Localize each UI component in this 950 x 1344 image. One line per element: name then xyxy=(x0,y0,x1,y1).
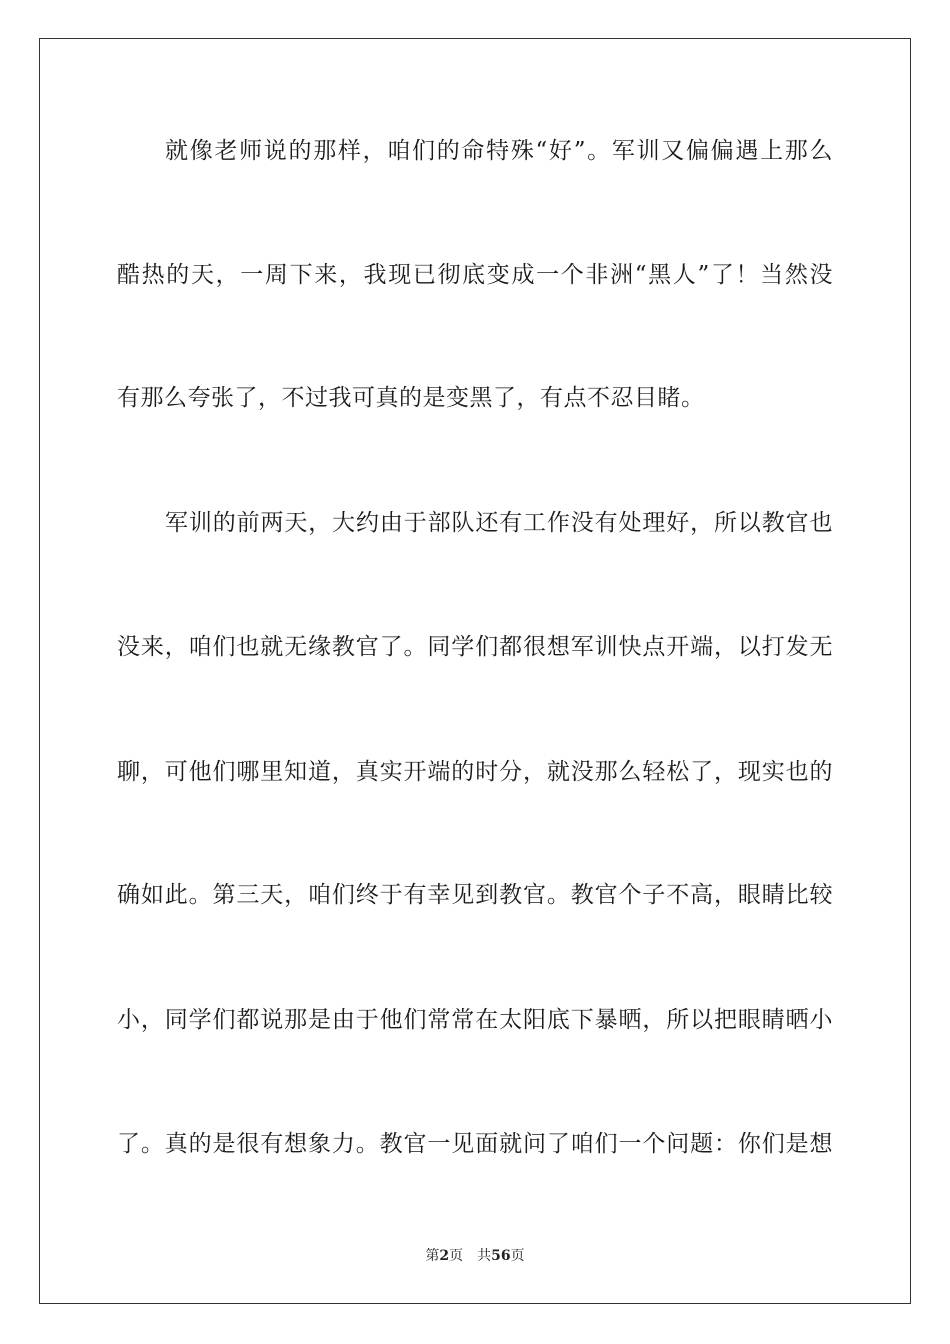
text-line: 有那么夸张了，不过我可真的是变黑了，有点不忍目睹。 xyxy=(117,385,705,411)
page-prefix: 第 xyxy=(425,1248,440,1264)
text-line: 小，同学们都说那是由于他们常常在太阳底下暴晒，所以把眼睛晒小 xyxy=(117,1007,833,1033)
text-line: 没来，咱们也就无缘教官了。同学们都很想军训快点开端，以打发无 xyxy=(117,634,833,660)
page-suffix: 页 xyxy=(449,1248,464,1264)
text-line: 军训的前两天，大约由于部队还有工作没有处理好，所以教官也 xyxy=(165,510,833,536)
total-pages: 56 xyxy=(491,1248,511,1264)
text-line: 了。真的是很有想象力。教官一见面就问了咱们一个问题：你们是想 xyxy=(117,1131,833,1157)
text-line: 就像老师说的那样，咱们的命特殊“好”。军训又偏偏遇上那么 xyxy=(165,138,833,164)
page-border xyxy=(39,38,911,1304)
total-suffix: 页 xyxy=(510,1248,525,1264)
total-prefix: 共 xyxy=(477,1248,492,1264)
page-footer xyxy=(0,1246,950,1266)
page-number: 2 xyxy=(439,1248,450,1264)
text-line: 聊，可他们哪里知道，真实开端的时分，就没那么轻松了，现实也的 xyxy=(117,759,833,785)
text-line: 酷热的天，一周下来，我现已彻底变成一个非洲“黑人”了！当然没 xyxy=(117,262,833,288)
text-line: 确如此。第三天，咱们终于有幸见到教官。教官个子不高，眼睛比较 xyxy=(117,882,833,908)
